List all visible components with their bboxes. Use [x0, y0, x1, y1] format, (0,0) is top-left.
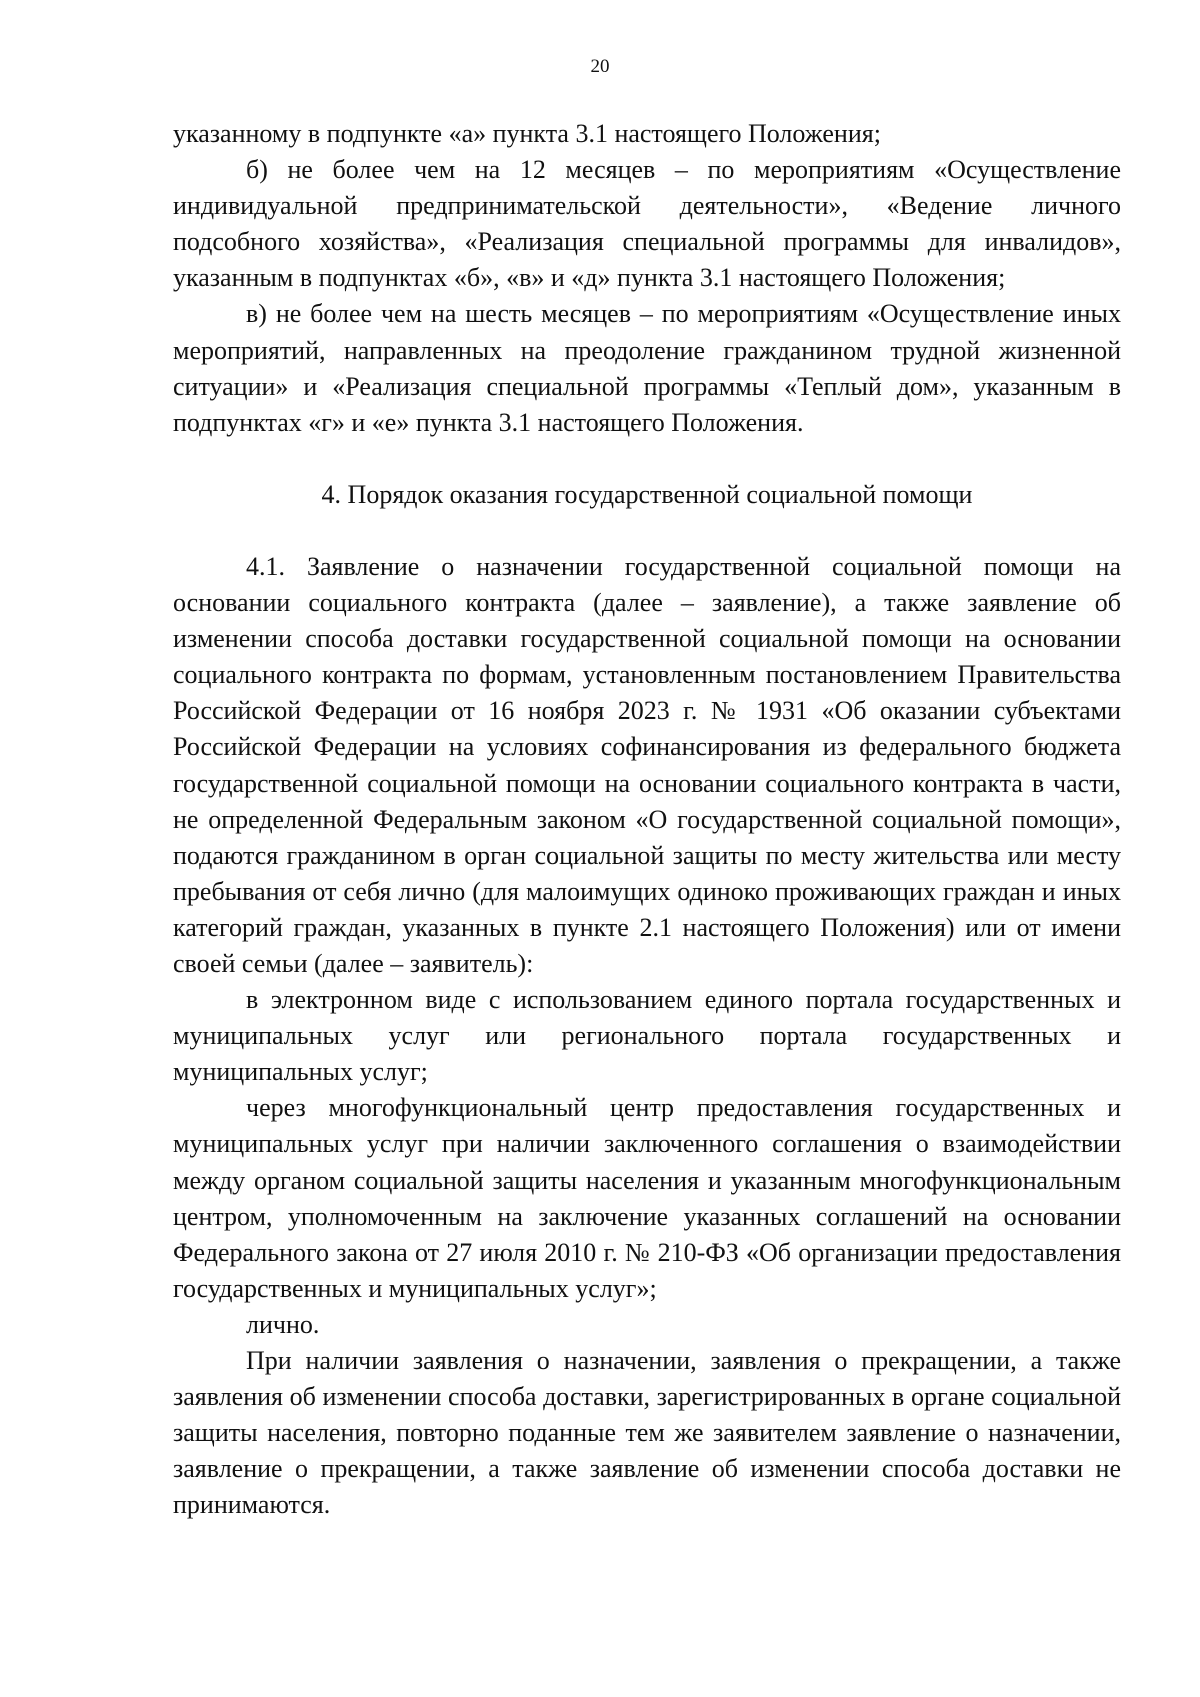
paragraph-continuation: указанному в подпункте «а» пункта 3.1 настоящего Положения; — [173, 119, 881, 148]
paragraph-item-b: б) не более чем на 12 месяцев – по мероприятиям «Осуществление индивидуальной предпринимательской деятельности», «Ведение личного подсобного хозяйства», «Реализация специальной программы для инвалидов», указанным в подпунктах «б», «в» и «д» пункта 3.1 настоящего Положения; — [173, 155, 1121, 293]
paragraph-repeat-applications: При наличии заявления о назначении, заявления о прекращении, а также заявления об изменении способа доставки, зарегистрированных в органе социальной защиты населения, повторно поданные тем же заявителем заявление о назначении, заявление о прекращении, а также заявление об изменении способа доставки не принимаются. — [173, 1346, 1121, 1520]
paragraph-4-1: 4.1. Заявление о назначении государственной социальной помощи на основании социального контракта (далее – заявление), а также заявление об изменении способа доставки государственной социальной помощи на основании социального контракта по формам, установленным постановлением Правительства Российской Федерации от 16 ноября 2023 г. № 1931 «Об оказании субъектами Российской Федерации на условиях софинансирования из федерального бюджета государственной социальной помощи на основании социального контракта в части, не определенной Федеральным законом «О государственной социальной помощи», подаются гражданином в орган социальной защиты по месту жительства или месту пребывания от себя лично (для малоимущих одиноко проживающих граждан и иных категорий граждан, указанных в пункте 2.1 настоящего Положения) или от имени своей семьи (далее – заявитель): — [173, 551, 1121, 978]
paragraph-mfc-submission: через многофункциональный центр предоставления государственных и муниципальных услуг при наличии заключенного соглашения о взаимодействии между органом социальной защиты населения и указанным многофункциональным центром, уполномоченным на заключение указанных соглашений на основании Федерального закона от 27 июля 2010 г. № 210-ФЗ «Об организации предоставления государственных и муниципальных услуг»; — [173, 1093, 1121, 1303]
paragraph-electronic-submission: в электронном виде с использованием единого портала государственных и муниципальных услуг или регионального портала государственных и муниципальных услуг; — [173, 985, 1121, 1087]
section-heading: 4. Порядок оказания государственной социальной помощи — [321, 479, 973, 509]
page-number: 20 — [590, 56, 610, 77]
paragraph-in-person: лично. — [246, 1309, 320, 1339]
document-body — [173, 116, 1121, 1523]
paragraph-item-v: в) не более чем на шесть месяцев – по мероприятиям «Осуществление иных мероприятий, направленных на преодоление гражданином трудной жизненной ситуации» и «Реализация специальной программы «Теплый дом», указанным в подпунктах «г» и «е» пункта 3.1 настоящего Положения. — [173, 299, 1121, 437]
